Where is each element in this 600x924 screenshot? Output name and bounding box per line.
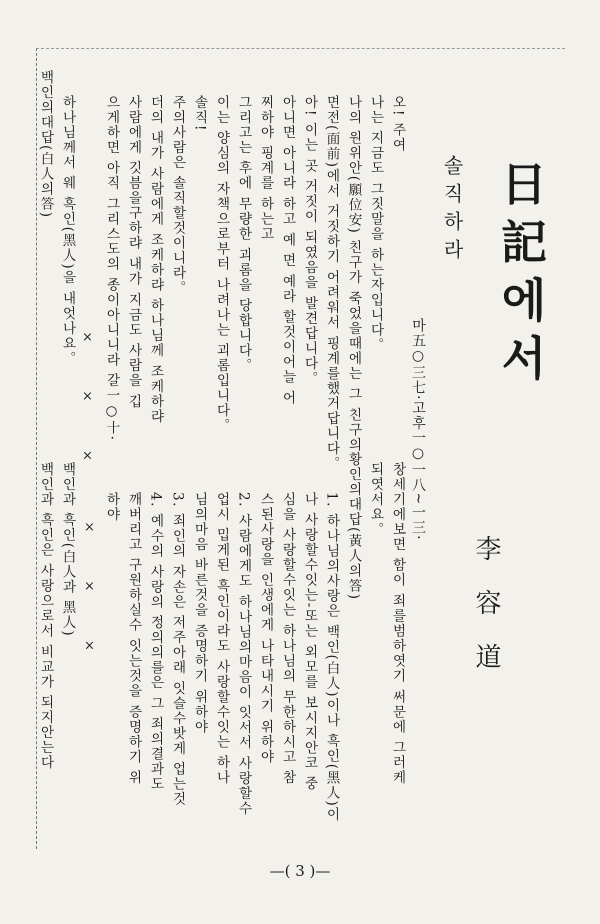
text-column: 4. 예수의 사랑의 정의의를은 그 죄의결과도 bbox=[147, 492, 164, 792]
subtitle: 솔직하라 bbox=[440, 155, 464, 267]
text-column: 심을 사랑할수잇는 하나님의 무한하시고 참 bbox=[279, 492, 296, 786]
text-column: 백인과 흑인(白人과 黑人) bbox=[59, 462, 76, 638]
page-number: —( 3 )— bbox=[269, 862, 331, 880]
text-column: 면전(面前)에서 거짓하기 어려워서 핑계를했거답니다。 bbox=[323, 95, 340, 471]
text-column: 창세기에보면 함이 죄를범하엿기 써문에 그러케 bbox=[389, 462, 406, 786]
text-column: 오! 주여 bbox=[389, 95, 406, 153]
text-column: 1. 하나님의사랑은 백인(白人)이나 흑인(黑人)이 bbox=[323, 492, 340, 823]
text-column: 나는 지금도 그짓말을 하는자입니다。 bbox=[367, 95, 384, 353]
scripture-reference: 마五○三七·고후一○一八~一三· bbox=[410, 318, 426, 541]
text-column: 솔직! bbox=[191, 95, 208, 132]
text-column: 더의 내가 사람에게 조케하랴 하나님께 조케하랴 bbox=[147, 95, 164, 424]
text-column: 백인과 흑인은 사랑으로서 비교가 되지안는다 bbox=[37, 462, 54, 771]
text-column: 되엿서요。 bbox=[367, 462, 384, 537]
text-column: 스된사랑을 인생에게 나타내시기 위하야 bbox=[257, 492, 274, 765]
text-column: 나의 원위안(願位安) 친구가 죽었을때에는 그 친구의 bbox=[345, 95, 362, 453]
text-column: 사람에게 깃븜을구하랴 내가 지금도 사람을 깁 bbox=[125, 95, 142, 409]
text-column: 아니면 아니라 하고 예 면 예라 할것이어늘 어 bbox=[279, 95, 296, 406]
text-column: 님의마음 바른것을 증명하기 위하야 bbox=[191, 492, 208, 735]
text-column: 황인의대답(黃人의答) bbox=[345, 452, 362, 601]
text-column: 깨버리고 구원하실수 잇는것을 증명하기 위 bbox=[125, 492, 142, 786]
text-column: 하야 bbox=[103, 492, 120, 522]
text-column: 찌하야 핑계를 하는고 bbox=[257, 95, 274, 242]
text-column: 하나님께서 웨 흑인(黑人)을 내엇나요。 bbox=[59, 95, 76, 366]
separator-marks: × × × bbox=[82, 520, 97, 674]
text-column: 이는 양심의 자책으로부터 나려나는 괴롬입니다。 bbox=[213, 95, 230, 434]
author-name: 李容道 bbox=[471, 535, 501, 697]
text-column: 업시 밉게된 흑인이라도 사랑할수잇는 하나 bbox=[213, 492, 230, 786]
text-column: 백인의대답(白人의答) bbox=[37, 70, 54, 219]
text-column: 아! 이는 곳 거짓이 되였음을 발견답니다。 bbox=[301, 95, 318, 386]
text-column: 주의사람은 솔직할것이니라。 bbox=[169, 95, 186, 296]
text-column: 2. 사람에게도 하나님의마음이 잇서서 사랑할수 bbox=[235, 492, 252, 817]
text-column: 3. 죄인의 자손은 저주아래 잇슬수밧게 업는것 bbox=[169, 492, 186, 807]
text-column: 그리고는 후에 무량한 괴롬을 당합니다。 bbox=[235, 95, 252, 374]
separator-marks: × × × bbox=[80, 330, 95, 484]
text-column: 나 사랑할수잇는-또는 외모를 보시지안코 중 bbox=[301, 492, 318, 792]
text-column: 으게하면 아직 그리스도의 종이아니니라 갈一○十· bbox=[103, 95, 120, 442]
page-title: 日記에서 bbox=[494, 160, 548, 392]
